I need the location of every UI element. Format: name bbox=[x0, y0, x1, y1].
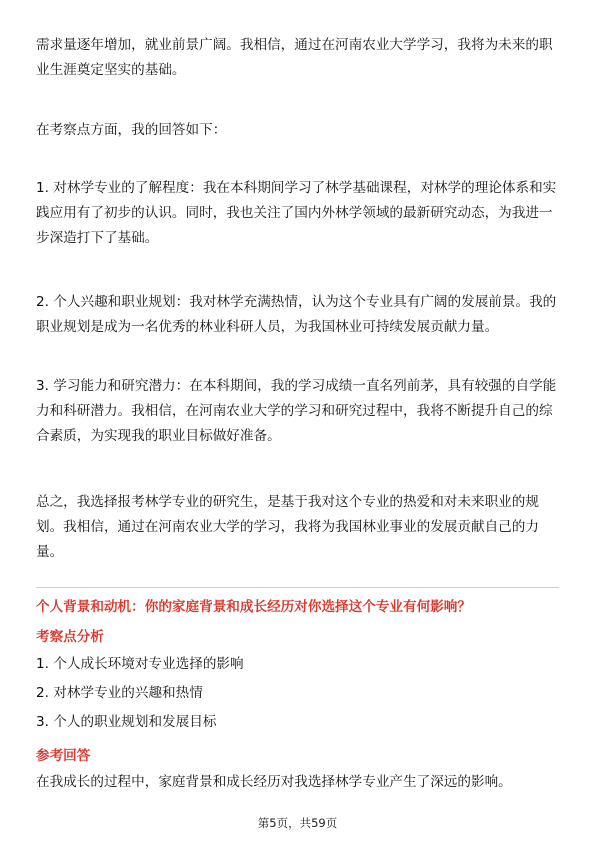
analysis-heading: 考察点分析 bbox=[36, 629, 104, 645]
section-divider bbox=[36, 587, 559, 588]
body-paragraph-5: 3. 学习能力和研究潜力：在本科期间，我的学习成绩一直名列前茅，具有较强的自学能力和科研潜力。我相信，在河南农业大学的学习和研究过程中，我将不断提升自己的综合素质，为实现我的职业目标做好准备。 bbox=[36, 378, 557, 444]
body-paragraph-2: 在考察点方面，我的回答如下： bbox=[36, 122, 227, 138]
answer-heading: 参考回答 bbox=[36, 748, 91, 764]
question-title: 个人背景和动机：你的家庭背景和成长经历对你选择这个专业有何影响？ bbox=[36, 599, 471, 615]
answer-text: 在我成长的过程中，家庭背景和成长经历对我选择林学专业产生了深远的影响。 bbox=[36, 774, 512, 790]
body-paragraph-1: 需求量逐年增加，就业前景广阔。我相信，通过在河南农业大学学习，我将为未来的职业生涯奠定坚实的基础。 bbox=[36, 37, 553, 78]
analysis-item-1: 1. 个人成长环境对专业选择的影响 bbox=[36, 656, 244, 672]
analysis-item-3: 3. 个人的职业规划和发展目标 bbox=[36, 714, 217, 730]
body-paragraph-6: 总之，我选择报考林学专业的研究生，是基于我对这个专业的热爱和对未来职业的规划。我相信，通过在河南农业大学的学习，我将为我国林业事业的发展贡献自己的力量。 bbox=[36, 494, 539, 560]
analysis-item-2: 2. 对林学专业的兴趣和热情 bbox=[36, 685, 203, 701]
page-number-footer: 第5页，共59页 bbox=[257, 816, 338, 830]
body-paragraph-3: 1. 对林学专业的了解程度：我在本科期间学习了林学基础课程，对林学的理论体系和实践应用有了初步的认识。同时，我也关注了国内外林学领域的最新研究动态，为我进一步深造打下了基础。 bbox=[36, 180, 557, 246]
body-paragraph-4: 2. 个人兴趣和职业规划：我对林学充满热情，认为这个专业具有广阔的发展前景。我的职业规划是成为一名优秀的林业科研人员，为我国林业可持续发展贡献力量。 bbox=[36, 294, 557, 335]
